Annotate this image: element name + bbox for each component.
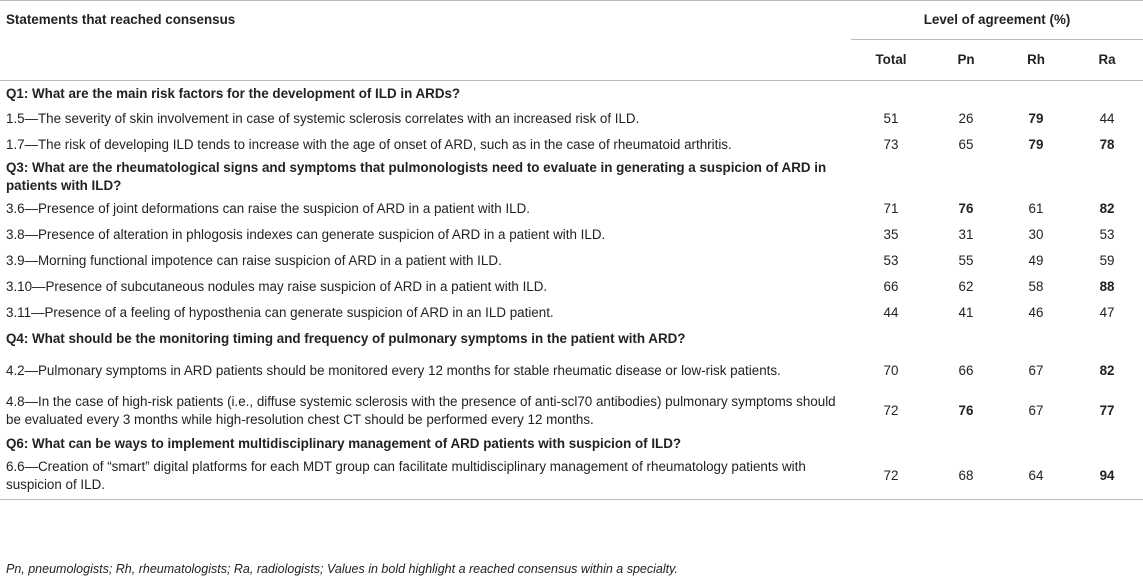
statement-text: 3.8—Presence of alteration in phlogosis indexes can generate suspicion of ARD in a patient with ILD. [6, 227, 606, 242]
value-pn: 76 [958, 403, 974, 418]
value-total: 51 [883, 111, 899, 126]
value-rh: 67 [1028, 403, 1044, 418]
value-pn: 66 [958, 363, 974, 378]
value-pn: 62 [958, 279, 974, 294]
section-title-q3: Q3: What are the rheumatological signs and symptoms that pulmonologists need to evaluate in generating a suspicion of ARD in patients with ILD? [6, 160, 827, 193]
value-ra: 82 [1099, 363, 1115, 378]
value-total: 66 [883, 279, 899, 294]
statement-text: 3.6—Presence of joint deformations can raise the suspicion of ARD in a patient with ILD. [6, 201, 530, 216]
column-header-total: Total [851, 40, 931, 81]
table-row [0, 196, 1143, 222]
value-pn: 76 [958, 201, 974, 216]
table-row [0, 456, 1143, 500]
statement-text: 3.9—Morning functional impotence can raise suspicion of ARD in a patient with ILD. [6, 253, 502, 268]
value-total: 70 [883, 363, 899, 378]
statement-text: 6.6—Creation of “smart” digital platforms for each MDT group can facilitate multidisciplinary management of rheumatology patients with suspicion of ILD. [0, 456, 851, 500]
value-rh: 67 [1028, 363, 1044, 378]
value-rh: 46 [1028, 305, 1044, 320]
value-ra: 59 [1099, 253, 1115, 268]
statement-text: 1.7—The risk of developing ILD tends to increase with the age of onset of ARD, such as in the case of rheumatoid arthritis. [6, 137, 732, 152]
column-header-ra: Ra [1071, 40, 1143, 81]
header-spacer [0, 40, 851, 81]
table-row [0, 106, 1143, 132]
column-header-pn: Pn [931, 40, 1001, 81]
value-total: 73 [883, 137, 899, 152]
value-rh: 79 [1028, 137, 1044, 152]
table-row [0, 391, 1143, 431]
value-pn: 26 [958, 111, 974, 126]
section-title-q4: Q4: What should be the monitoring timing and frequency of pulmonary symptoms in the patient with ARD? [6, 330, 686, 346]
value-rh: 58 [1028, 279, 1044, 294]
statements-header: Statements that reached consensus [0, 1, 851, 40]
table-row [0, 351, 1143, 391]
value-ra: 53 [1099, 227, 1115, 242]
section-title-q6: Q6: What can be ways to implement multidisciplinary management of ARD patients with suspicion of ILD? [6, 435, 682, 451]
table-row [0, 222, 1143, 248]
value-ra: 78 [1099, 137, 1115, 152]
value-total: 72 [883, 403, 899, 418]
value-rh: 49 [1028, 253, 1044, 268]
value-ra: 47 [1099, 305, 1115, 320]
value-rh: 64 [1001, 456, 1071, 500]
value-ra: 44 [1099, 111, 1115, 126]
table-row [0, 248, 1143, 274]
value-ra: 82 [1099, 201, 1115, 216]
column-header-rh: Rh [1001, 40, 1071, 81]
agreement-header: Level of agreement (%) [851, 1, 1143, 40]
value-pn: 65 [958, 137, 974, 152]
value-total: 44 [883, 305, 899, 320]
value-rh: 61 [1028, 201, 1044, 216]
value-pn: 41 [958, 305, 974, 320]
table-row [0, 274, 1143, 300]
value-ra: 77 [1099, 403, 1115, 418]
table-row [0, 132, 1143, 158]
statement-text: 3.10—Presence of subcutaneous nodules may raise suspicion of ARD in a patient with ILD. [6, 279, 548, 294]
value-total: 53 [883, 253, 899, 268]
value-rh: 79 [1028, 111, 1044, 126]
value-ra: 88 [1099, 279, 1115, 294]
value-pn: 31 [958, 227, 974, 242]
section-title-q1: Q1: What are the main risk factors for the development of ILD in ARDs? [6, 85, 461, 101]
value-total: 71 [883, 201, 899, 216]
statement-text: 4.2—Pulmonary symptoms in ARD patients should be monitored every 12 months for stable rheumatic disease or low-risk patients. [6, 363, 781, 378]
value-pn: 55 [958, 253, 974, 268]
value-ra: 94 [1071, 456, 1143, 500]
statement-text: 1.5—The severity of skin involvement in case of systemic sclerosis correlates with an increased risk of ILD. [6, 111, 640, 126]
value-pn: 68 [931, 456, 1001, 500]
table-footnote: Pn, pneumologists; Rh, rheumatologists; Ra, radiologists; Values in bold highlight a reached consensus within a specialty. [6, 562, 678, 576]
value-total: 35 [883, 227, 899, 242]
value-rh: 30 [1028, 227, 1044, 242]
statement-text: 3.11—Presence of a feeling of hyposthenia can generate suspicion of ARD in an ILD patient. [6, 305, 554, 320]
value-total: 72 [851, 456, 931, 500]
statement-text: 4.8—In the case of high-risk patients (i.e., diffuse systemic sclerosis with the presence of anti-scl70 antibodies) pulmonary symptoms should be evaluated every 3 months while high-resolution chest CT should be performed every 12 months. [6, 394, 836, 427]
table-row [0, 300, 1143, 326]
